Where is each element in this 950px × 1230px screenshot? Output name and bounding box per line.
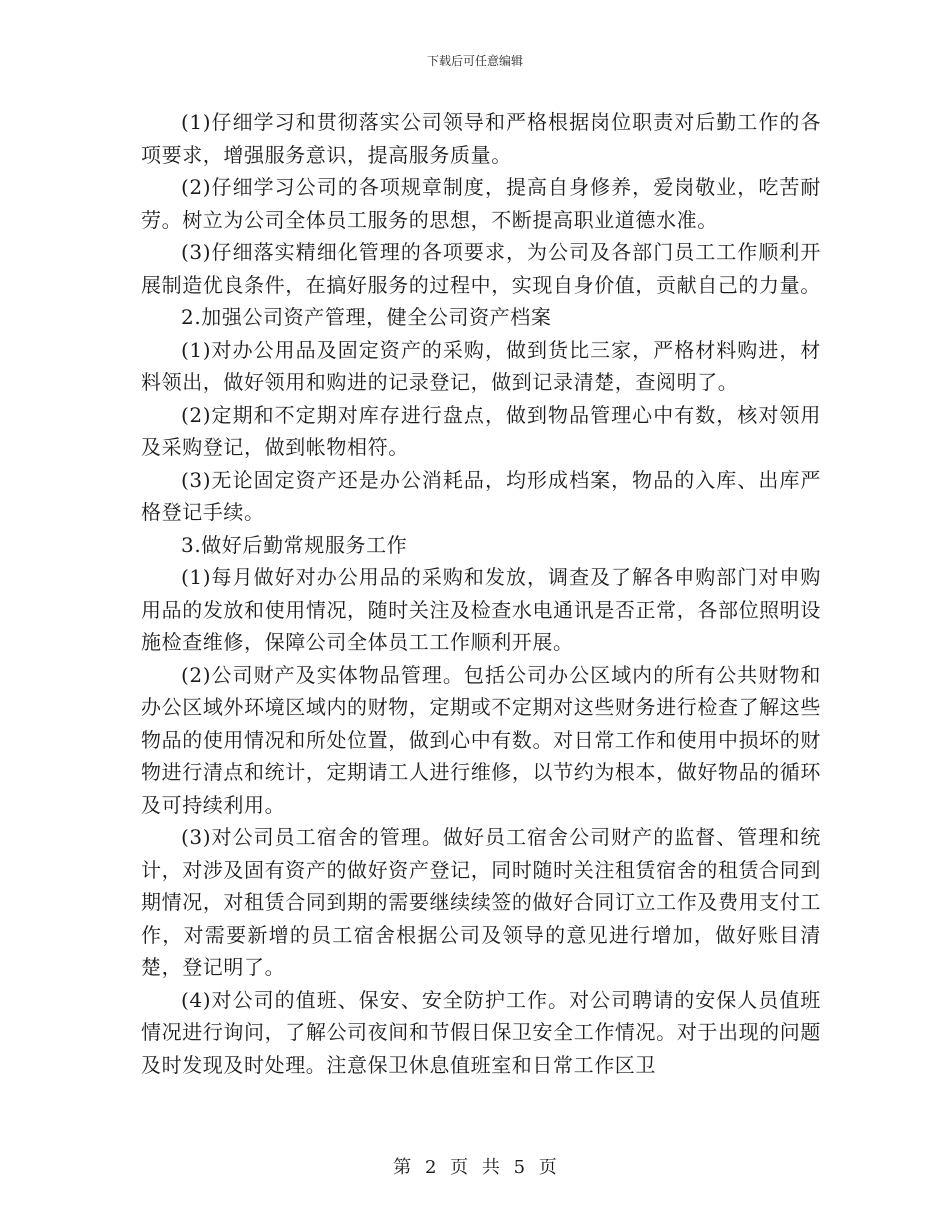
footer-label-gong: 共	[481, 1157, 500, 1178]
paragraph: (2)仔细学习公司的各项规章制度，提高自身修养，爱岗敬业，吃苦耐劳。树立为公司全体员工服务的思想，不断提高职业道德水准。	[141, 175, 821, 232]
footer-label-ye: 页	[450, 1157, 469, 1178]
footer-label-di: 第	[393, 1157, 412, 1178]
paragraph: (3)对公司员工宿舍的管理。做好员工宿舍公司财产的监督、管理和统计，对涉及固有资产的做好资产登记，同时随时关注租赁宿舍的租赁合同到期情况，对租赁合同到期的需要继续续签的做好合同订立工作及费用支付工作，对需要新增的员工宿舍根据公司及领导的意见进行增加，做好账目清楚，登记明了。	[141, 825, 821, 979]
section-heading: 3.做好后勤常规服务工作	[181, 532, 408, 557]
section-heading: 2.加强公司资产管理，健全公司资产档案	[181, 305, 552, 329]
footer-total-pages: 5	[513, 1157, 526, 1178]
paragraph: (1)每月做好对办公用品的采购和发放，调查及了解各申购部门对申购用品的发放和使用情况，随时关注及检查水电通讯是否正常，各部位照明设施检查维修，保障公司全体员工工作顺利开展。	[141, 565, 821, 654]
paragraph: (1)对办公用品及固定资产的采购，做到货比三家，严格材料购进，材料领出，做好领用和购进的记录登记，做到记录清楚，查阅明了。	[141, 337, 821, 394]
footer-label-ye2: 页	[538, 1157, 557, 1178]
footer-current-page: 2	[424, 1157, 437, 1178]
paragraph: (3)仔细落实精细化管理的各项要求，为公司及各部门员工工作顺利开展制造优良条件，在搞好服务的过程中，实现自身价值，贡献自己的力量。	[141, 240, 821, 297]
document-body	[141, 106, 821, 1081]
paragraph: (2)定期和不定期对库存进行盘点，做到物品管理心中有数，核对领用及采购登记，做到帐物相符。	[141, 402, 821, 459]
paragraph: (4)对公司的值班、保安、安全防护工作。对公司聘请的安保人员值班情况进行询问，了解公司夜间和节假日保卫安全工作情况。对于出现的问题及时发现及时处理。注意保卫休息值班室和日常工作区卫	[141, 987, 821, 1077]
paragraph: (3)无论固定资产还是办公消耗品，均形成档案，物品的入库、出库严格登记手续。	[141, 467, 821, 524]
paragraph: (1)仔细学习和贯彻落实公司领导和严格根据岗位职责对后勤工作的各项要求，增强服务意识，提高服务质量。	[141, 110, 821, 167]
page-number-footer	[0, 1153, 950, 1179]
header-note: 下载后可任意编辑	[426, 54, 523, 68]
paragraph: (2)公司财产及实体物品管理。包括公司办公区域内的所有公共财物和办公区域外环境区域内的财物，定期或不定期对这些财务进行检查了解这些物品的使用情况和所处位置，做到心中有数。对日常工作和使用中损坏的财物进行清点和统计，定期请工人进行维修，以节约为根本，做好物品的循环及可持续利用。	[141, 662, 821, 817]
